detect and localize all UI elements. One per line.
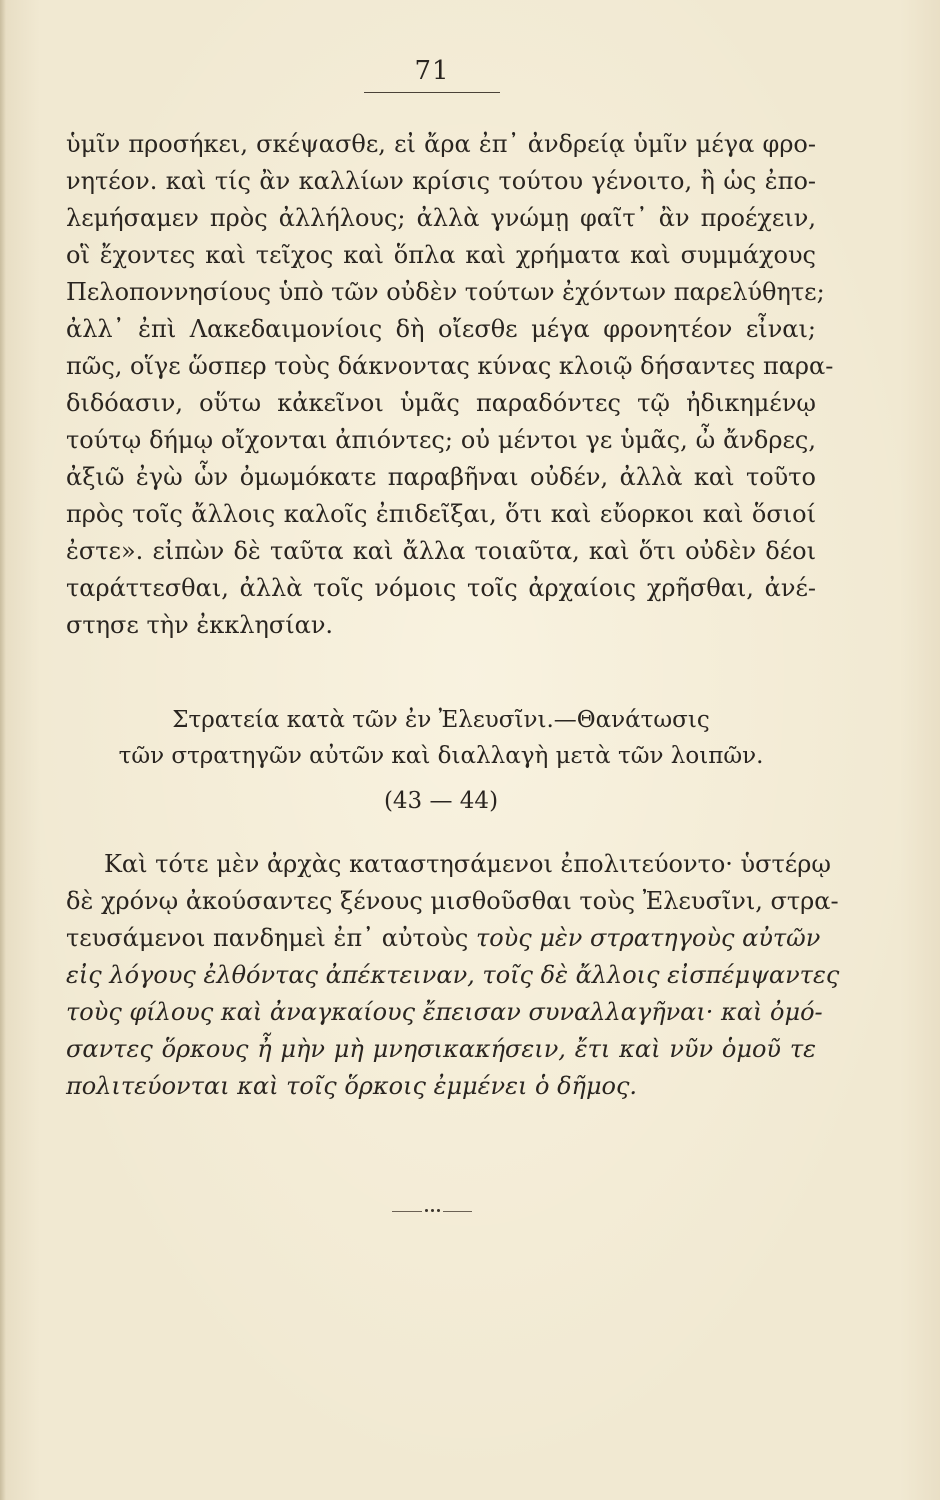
- text-line: Πελοποννησίους ὑπὸ τῶν οὐδὲν τούτων ἐχόντων παρελύθητε;: [66, 278, 825, 306]
- text-line: ἀξιῶ ἐγὼ ὧν ὀμωμόκατε παραβῆναι οὐδέν, ἀλλὰ καὶ τοῦτο: [66, 463, 816, 491]
- page-binding-edge: [0, 0, 6, 1500]
- ornament-dash: [443, 1211, 472, 1212]
- section-heading: [66, 702, 816, 774]
- text-line: λεμήσαμεν πρὸς ἀλλήλους; ἀλλὰ γνώμῃ φαῖτ᾽ ἂν προέχειν,: [66, 204, 816, 232]
- paragraph-1: [66, 126, 834, 644]
- ornament-dot: [431, 1209, 434, 1212]
- text-line: [66, 920, 821, 957]
- section-range: (43 — 44): [383, 788, 499, 814]
- text-line: [66, 1068, 816, 1105]
- page-number: 71: [414, 56, 450, 86]
- text-upright: Καὶ τότε μὲν ἀρχὰς καταστησάμενοι ἐπολιτεύοντο· ὑστέρῳ: [104, 850, 831, 878]
- ornament-dot: [437, 1209, 440, 1212]
- text-upright: δὲ χρόνῳ ἀκούσαντες ξένους μισθοῦσθαι τοὺς Ἐλευσῖνι, στρα-: [66, 887, 839, 915]
- text-italic: τοὺς μὲν στρατηγοὺς αὐτῶν: [475, 924, 821, 952]
- text-line: ὑμῖν προσήκει, σκέψασθε, εἰ ἄρα ἐπ᾽ ἀνδρείᾳ ὑμῖν μέγα φρο-: [66, 130, 816, 158]
- text-line: τούτῳ δήμῳ οἴχονται ἀπιόντες; οὐ μέντοι γε ὑμᾶς, ὦ ἄνδρες,: [66, 426, 816, 454]
- ornament-dot: [425, 1209, 428, 1212]
- text-line: ἀλλ᾽ ἐπὶ Λακεδαιμονίοις δὴ οἴεσθε μέγα φρονητέον εἶναι;: [66, 315, 816, 343]
- text-italic: σαντες ὅρκους ἦ μὴν μὴ μνησικακήσειν, ἔτι καὶ νῦν ὁμοῦ τε: [66, 1035, 816, 1063]
- text-line: [66, 1031, 816, 1068]
- section-heading-line: τῶν στρατηγῶν αὐτῶν καὶ διαλλαγὴ μετὰ τῶν λοιπῶν.: [118, 743, 764, 769]
- section-heading-line: Στρατεία κατὰ τῶν ἐν Ἐλευσῖνι.—Θανάτωσις: [172, 707, 710, 733]
- text-upright: τευσάμενοι πανδημεὶ ἐπ᾽ αὐτοὺς: [66, 924, 476, 952]
- text-line: πρὸς τοῖς ἄλλοις καλοῖς ἐπιδεῖξαι, ὅτι καὶ εὔορκοι καὶ ὅσιοί: [66, 500, 816, 528]
- text-line: [66, 994, 823, 1031]
- text-italic: πολιτεύονται καὶ τοῖς ὅρκοις ἐμμένει ὁ δῆμος.: [66, 1072, 638, 1100]
- paragraph-2: [66, 846, 840, 1105]
- text-line: ταράττεσθαι, ἀλλὰ τοῖς νόμοις τοῖς ἀρχαίοις χρῆσθαι, ἀνέ-: [66, 574, 816, 602]
- text-line: πῶς, οἵγε ὥσπερ τοὺς δάκνοντας κύνας κλοιῷ δήσαντες παρα-: [66, 352, 834, 380]
- text-line: στησε τὴν ἐκκλησίαν.: [66, 611, 334, 639]
- text-line: [66, 883, 839, 920]
- text-line: ἐστε». εἰπὼν δὲ ταῦτα καὶ ἄλλα τοιαῦτα, καὶ ὅτι οὐδὲν δέοι: [66, 537, 816, 565]
- text-line: οἳ ἔχοντες καὶ τεῖχος καὶ ὅπλα καὶ χρήματα καὶ συμμάχους: [66, 241, 816, 269]
- text-italic: τοὺς φίλους καὶ ἀναγκαίους ἔπεισαν συναλλαγῆναι· καὶ ὀμό-: [66, 998, 823, 1026]
- text-line: [66, 957, 840, 994]
- header-rule: [364, 92, 500, 93]
- end-ornament: [392, 1208, 472, 1214]
- ornament-dash: [392, 1211, 422, 1212]
- text-line: νητέον. καὶ τίς ἂν καλλίων κρίσις τούτου γένοιτο, ἢ ὡς ἐπο-: [66, 167, 816, 195]
- text-line: διδόασιν, οὕτω κἀκεῖνοι ὑμᾶς παραδόντες τῷ ἠδικημένῳ: [66, 389, 816, 417]
- text-italic: εἰς λόγους ἐλθόντας ἀπέκτειναν, τοῖς δὲ ἄλλοις εἰσπέμψαντες: [66, 961, 840, 989]
- text-line: [66, 846, 831, 883]
